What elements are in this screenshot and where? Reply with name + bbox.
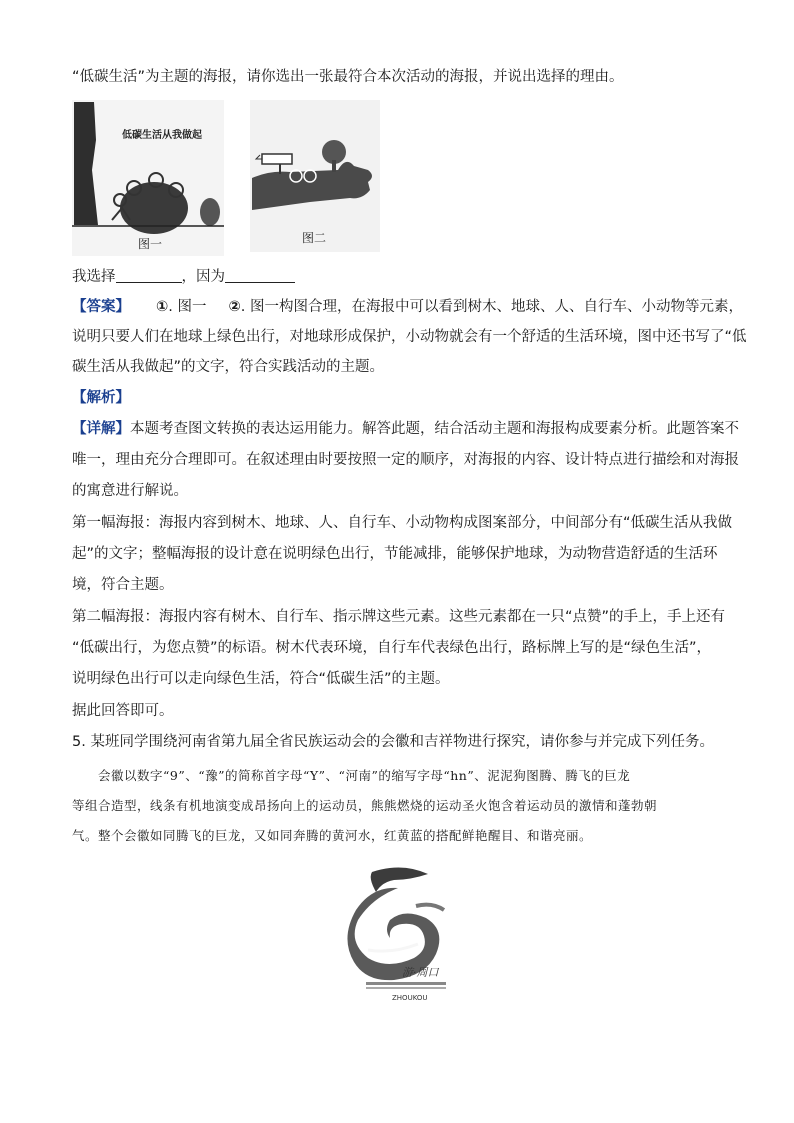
choose-reason-label: ，因为 <box>181 269 225 285</box>
answer-item-1: . 图一 <box>168 299 207 315</box>
intro-line: “低碳生活”为主题的海报，请你选出一张最符合本次活动的海报，并说出选择的理由。 <box>72 69 624 85</box>
detail-text-1: 本题考查图文转换的表达运用能力。解答此题，结合活动主题和海报构成要素分析。此题答案不 <box>130 421 739 437</box>
signpost-icon <box>262 154 292 164</box>
emblem-description-line: 等组合造型，线条有机地演变成昂扬向上的运动员，熊熊燃烧的运动圣火饱含着运动员的激情和蓬勃朝 <box>72 798 658 813</box>
emblem-description-line: 会徽以数字“9”、“豫”的简称首字母“Y”、“河南”的缩写字母“hn”、泥泥狗图腾、腾飞的巨龙 <box>98 768 631 783</box>
detail-line-2: 唯一，理由充分合理即可。在叙述理由时要按照一定的顺序，对海报的内容、设计特点进行描绘和对海报 <box>72 452 739 468</box>
poster-2-explanation-line: 说明绿色出行可以走向绿色生活，符合“低碳生活”的主题。 <box>72 671 450 687</box>
poster-2-explanation-line: “低碳出行，为您点赞”的标语。树木代表环境，自行车代表绿色出行，路标牌上写的是“绿色生活”， <box>72 640 712 656</box>
answer-line-1 <box>72 296 743 318</box>
conclusion-line: 据此回答即可。 <box>72 703 174 719</box>
reason-blank[interactable] <box>225 266 295 283</box>
emblem-dragon-icon <box>332 858 462 1008</box>
emblem-description-line: 气。整个会徽如同腾飞的巨龙，又如同奔腾的黄河水，红黄蓝的搭配鲜艳醒目、和谐亮丽。 <box>72 828 593 843</box>
choose-line <box>72 266 734 288</box>
analysis-tag: 【解析】 <box>72 390 130 406</box>
poster-1-explanation-line: 境，符合主题。 <box>72 577 174 593</box>
poster-1-slogan: 低碳生活从我做起 <box>122 130 202 141</box>
poster-2-illustration <box>250 100 380 252</box>
choose-prefix: 我选择 <box>72 269 116 285</box>
games-emblem-logo <box>332 858 462 1008</box>
question-5: 5. 某班同学围绕河南省第九届全省民族运动会的会徽和吉祥物进行探究，请你参与并完成下列任务。 <box>72 734 714 750</box>
choice-blank[interactable] <box>116 266 182 283</box>
logo-english-text: ZHOUKOU <box>392 994 428 1002</box>
detail-tag: 【详解】 <box>72 421 130 437</box>
answer-item-2-number: ② <box>228 299 241 315</box>
poster-figure-2 <box>250 100 380 252</box>
figure-2-caption: 图二 <box>302 231 327 245</box>
logo-calligraphy: 游·周口 <box>402 966 439 979</box>
answer-item-1-number: ① <box>156 299 169 315</box>
detail-line-1 <box>72 418 739 440</box>
poster-1-explanation-line: 第一幅海报：海报内容到树木、地球、人、自行车、小动物构成图案部分，中间部分有“低碳生活从我做 <box>72 515 733 531</box>
poster-1-explanation-line: 起”的文字；整幅海报的设计意在说明绿色出行，节能减排，能够保护地球，为动物营造舒适的生活环 <box>72 546 718 562</box>
poster-2-explanation-line: 第二幅海报：海报内容有树木、自行车、指示牌这些元素。这些元素都在一只“点赞”的手上，手上还有 <box>72 609 726 625</box>
answer-item-2: . 图一构图合理，在海报中可以看到树木、地球、人、自行车、小动物等元素， <box>240 299 743 315</box>
answer-tag: 【答案】 <box>72 299 130 315</box>
figure-1-caption: 图一 <box>138 237 163 251</box>
poster-figure-1 <box>72 100 224 256</box>
detail-line-3: 的寓意进行解说。 <box>72 483 188 499</box>
answer-line-2: 说明只要人们在地球上绿色出行，对地球形成保护，小动物就会有一个舒适的生活环境，图中还书写了“低 <box>72 329 747 345</box>
answer-line-3: 碳生活从我做起”的文字，符合实践活动的主题。 <box>72 359 385 375</box>
poster-1-illustration <box>72 100 224 256</box>
